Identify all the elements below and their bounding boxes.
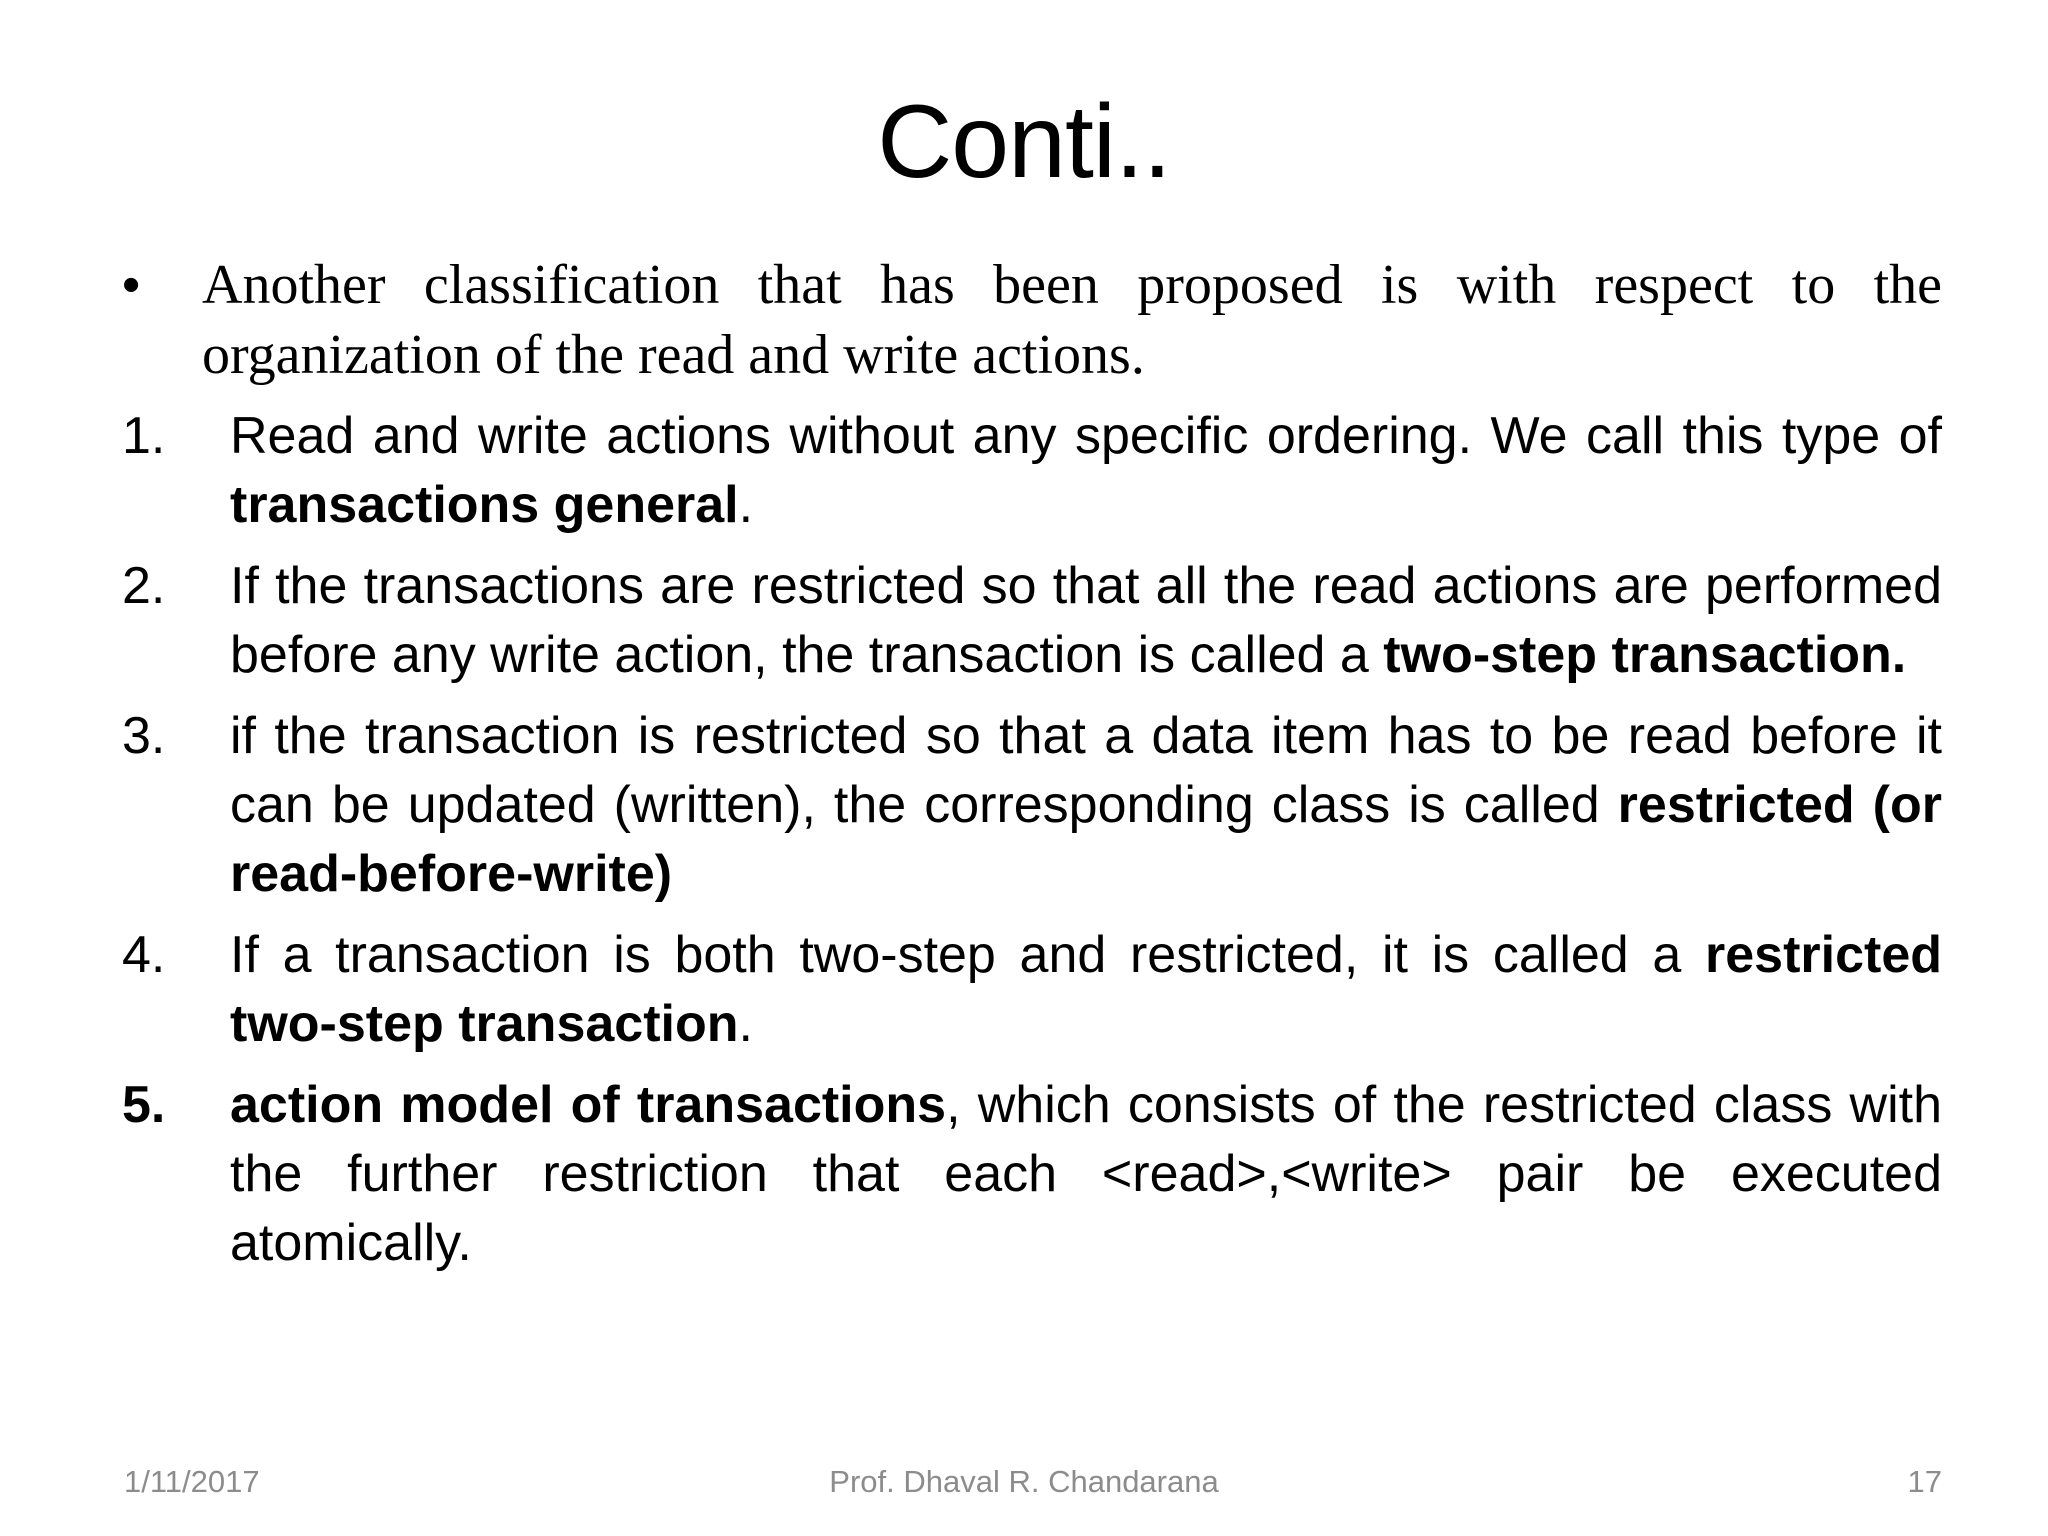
- list-text: if the transaction is restricted so that a data item has to be read before it can be updated (written), the corresponding class is called: [230, 707, 1942, 834]
- list-item-5: [122, 1071, 1942, 1278]
- list-bold-term: action model of transactions: [230, 1076, 947, 1134]
- list-item-1: [122, 402, 1942, 540]
- list-text-end: .: [738, 476, 754, 534]
- list-text: If a transaction is both two-step and restricted, it is called a: [230, 926, 1705, 984]
- list-text: If the transactions are restricted so that all the read actions are performed before any write action, the transaction is called a: [230, 557, 1942, 684]
- slide-content: [122, 250, 1942, 1278]
- bullet-icon: •: [122, 256, 141, 314]
- list-number: 3.: [122, 707, 166, 765]
- list-text-end: .: [738, 995, 753, 1053]
- slide-title: Conti..: [877, 84, 1171, 200]
- intro-bullet: [122, 250, 1942, 390]
- list-bold-term: two-step transaction.: [1383, 626, 1907, 684]
- list-item-2: [122, 552, 1942, 690]
- list-bold-term: transactions general: [230, 476, 739, 534]
- page-number: 17: [1907, 1464, 1942, 1499]
- list-number: 2.: [122, 557, 166, 615]
- list-bold-term: restricted two-step transaction: [230, 926, 1942, 1053]
- list-bold-term: restricted (or read-before-write): [230, 776, 1942, 903]
- list-number: 1.: [122, 407, 166, 465]
- list-item-3: [122, 702, 1942, 909]
- list-text: Read and write actions without any specific ordering. We call this type of: [230, 407, 1942, 465]
- footer-author: Prof. Dhaval R. Chandarana: [829, 1464, 1219, 1499]
- list-text-end: , which consists of the restricted class with the further restriction that each <read>,<write> pair be executed atomically.: [230, 1076, 1943, 1272]
- footer-date: 1/11/2017: [124, 1464, 260, 1499]
- list-item-4: [122, 921, 1942, 1059]
- list-number: 5.: [122, 1076, 166, 1134]
- intro-text: Another classification that has been proposed is with respect to the organization of the read and write actions.: [202, 254, 1942, 386]
- list-number: 4.: [122, 926, 166, 984]
